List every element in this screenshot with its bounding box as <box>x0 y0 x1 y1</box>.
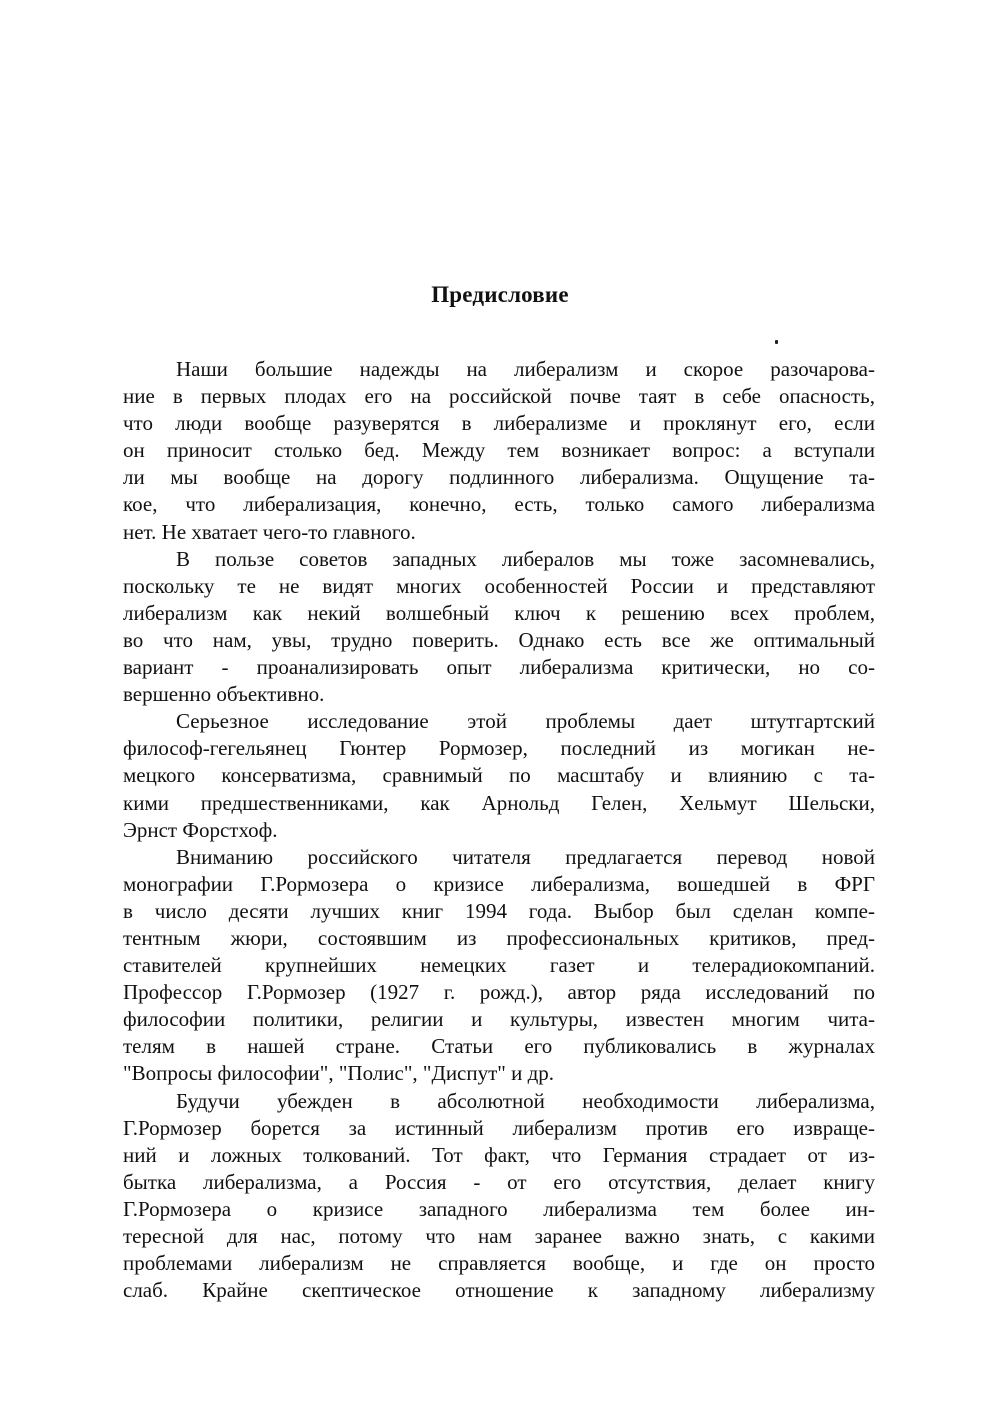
text-line: вершенно объективно. <box>123 682 325 707</box>
text-line: мецкого консерватизма, сравнимый по масштабу и влиянию с та- <box>123 763 875 788</box>
text-line: ний и ложных толкований. Тот факт, что Германия страдает от из- <box>123 1142 875 1167</box>
text-line: Будучи убежден в абсолютной необходимости либерализма, <box>176 1088 875 1113</box>
page-title: Предисловие <box>431 282 569 307</box>
text-line: Вниманию российского читателя предлагается перевод новой <box>176 844 875 869</box>
text-line: в число десяти лучших книг 1994 года. Выбор был сделан компе- <box>123 898 875 923</box>
text-line: во что нам, увы, трудно поверить. Однако есть все же оптимальный <box>123 627 875 652</box>
text-line: проблемами либерализм не справляется вообще, и где он просто <box>123 1251 875 1276</box>
text-line: Профессор Г.Рормозер (1927 г. рожд.), автор ряда исследований по <box>123 980 875 1005</box>
text-line: телям в нашей стране. Статьи его публиковались в журналах <box>123 1034 875 1059</box>
text-line: либерализм как некий волшебный ключ к решению всех проблем, <box>123 600 875 625</box>
text-line: нет. Не хватает чего-то главного. <box>123 519 416 544</box>
text-line: В пользе советов западных либералов мы тоже засомневались, <box>176 546 875 571</box>
text-line: ние в первых плодах его на российской почве таят в себе опасность, <box>123 384 875 409</box>
scan-speck <box>775 340 778 344</box>
text-line: тересной для нас, потому что нам заранее важно знать, с какими <box>123 1224 875 1248</box>
text-line: что люди вообще разуверятся в либерализме и проклянут его, если <box>123 411 875 436</box>
text-line: кое, что либерализация, конечно, есть, только самого либерализма <box>123 492 875 517</box>
text-line: кими предшественниками, как Арнольд Гелен, Хельмут Шельски, <box>123 790 875 815</box>
text-line: бытка либерализма, а Россия - от его отсутствия, делает книгу <box>123 1169 875 1194</box>
text-line: он приносит столько бед. Между тем возникает вопрос: а вступали <box>123 438 875 463</box>
text-line: ставителей крупнейших немецких газет и телерадиокомпаний. <box>123 953 875 978</box>
text-line: ли мы вообще на дорогу подлинного либерализма. Ощущение та- <box>123 465 875 490</box>
text-line: Эрнст Форстхоф. <box>123 817 278 842</box>
text-line: тентным жюри, состоявшим из профессиональных критиков, пред- <box>123 925 875 950</box>
text-line: вариант - проанализировать опыт либерализма критически, но со- <box>123 655 875 680</box>
text-line: слаб. Крайне скептическое отношение к западному либерализму <box>123 1278 875 1303</box>
text-line: Наши большие надежды на либерализм и скорое разочарова- <box>176 357 875 381</box>
text-line: Серьезное исследование этой проблемы дает штутгартский <box>176 709 875 734</box>
text-line: "Вопросы философии", "Полис", "Диспут" и др. <box>123 1061 555 1086</box>
text-line: Г.Рормозер борется за истинный либерализм против его извраще- <box>123 1115 875 1140</box>
text-line: Г.Рормозера о кризисе западного либерализма тем более ин- <box>123 1196 875 1221</box>
text-line: философии политики, религии и культуры, известен многим чита- <box>123 1007 875 1032</box>
body-text <box>123 356 875 1304</box>
text-line: монографии Г.Рормозера о кризисе либерализма, вошедшей в ФРГ <box>123 871 875 896</box>
text-line: философ-гегельянец Гюнтер Рормозер, последний из могикан не- <box>123 736 875 761</box>
text-line: поскольку те не видят многих особенностей России и представляют <box>123 573 875 598</box>
